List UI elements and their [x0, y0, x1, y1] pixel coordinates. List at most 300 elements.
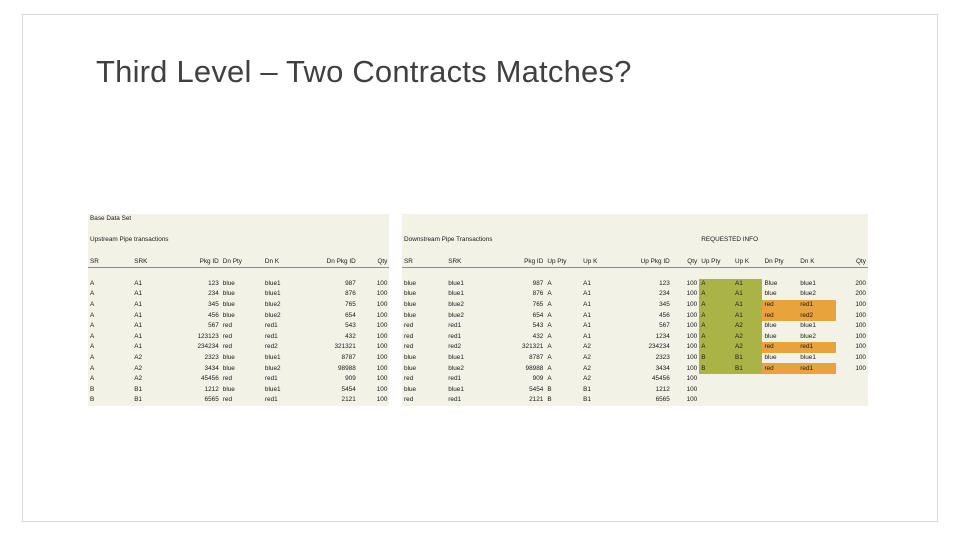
gap-cell [389, 289, 402, 300]
cell-downstream-10-3: B [545, 385, 581, 396]
band-cell [88, 225, 389, 236]
table-row [88, 395, 868, 406]
cell-requested-4-4: 100 [836, 321, 868, 332]
cell-downstream-7-6: 100 [672, 353, 699, 364]
cell-downstream-3-3: A [545, 310, 581, 321]
column-header-downstream-6: Qty [672, 256, 699, 267]
cell-downstream-0-2: 987 [493, 279, 546, 290]
column-header-downstream-3: Up Pty [545, 256, 581, 267]
cell-downstream-5-1: red1 [446, 332, 492, 343]
cell-downstream-2-6: 100 [672, 300, 699, 311]
column-header-requested-4: Qty [836, 256, 868, 267]
gap-cell [389, 300, 402, 311]
column-header-upstream-4: Dn K [263, 256, 301, 267]
band-cell [174, 214, 389, 225]
cell-downstream-10-1: blue1 [446, 385, 492, 396]
page-title: Third Level – Two Contracts Matches? [96, 54, 632, 89]
cell-upstream-2-6: 100 [358, 300, 390, 311]
cell-downstream-10-6: 100 [672, 385, 699, 396]
cell-upstream-10-6: 100 [358, 385, 390, 396]
cell-downstream-6-3: A [545, 342, 581, 353]
cell-upstream-6-1: A1 [132, 342, 174, 353]
cell-downstream-0-3: A [545, 279, 581, 290]
cell-upstream-8-6: 100 [358, 363, 390, 374]
cell-upstream-8-0: A [88, 363, 132, 374]
table-row [88, 332, 868, 343]
cell-downstream-2-0: blue [402, 300, 446, 311]
column-header-requested-1: Up K [733, 256, 763, 267]
cell-upstream-8-4: blue2 [263, 363, 301, 374]
cell-requested-6-4: 100 [836, 342, 868, 353]
cell-upstream-2-1: A1 [132, 300, 174, 311]
cell-upstream-8-3: blue [221, 363, 263, 374]
table-row [88, 300, 868, 311]
cell-downstream-6-0: red [402, 342, 446, 353]
cell-upstream-11-6: 100 [358, 395, 390, 406]
table-row [88, 353, 868, 364]
cell-upstream-10-4: blue1 [263, 385, 301, 396]
cell-downstream-8-5: 3434 [615, 363, 672, 374]
cell-upstream-1-2: 234 [174, 289, 220, 300]
cell-upstream-3-4: blue2 [263, 310, 301, 321]
cell-requested-3-2: red [762, 310, 798, 321]
cell-requested-3-4: 100 [836, 310, 868, 321]
cell-downstream-11-0: red [402, 395, 446, 406]
cell-requested-0-1: A1 [733, 279, 763, 290]
cell-requested-6-2: red [762, 342, 798, 353]
cell-upstream-4-4: red1 [263, 321, 301, 332]
cell-downstream-8-2: 98988 [493, 363, 546, 374]
cell-upstream-2-4: blue2 [263, 300, 301, 311]
cell-downstream-9-6: 100 [672, 374, 699, 385]
cell-upstream-11-4: red1 [263, 395, 301, 406]
cell-downstream-1-6: 100 [672, 289, 699, 300]
cell-downstream-6-1: red2 [446, 342, 492, 353]
cell-requested-4-3: blue1 [798, 321, 836, 332]
table-row-spacer [88, 246, 868, 257]
cell-requested-1-1: A1 [733, 289, 763, 300]
cell-requested-2-0: A [699, 300, 733, 311]
cell-downstream-0-5: 123 [615, 279, 672, 290]
cell-requested-3-0: A [699, 310, 733, 321]
cell-upstream-7-6: 100 [358, 353, 390, 364]
cell-downstream-0-0: blue [402, 279, 446, 290]
table-row [88, 374, 868, 385]
cell-requested-7-3: blue1 [798, 353, 836, 364]
cell-requested-1-4: 200 [836, 289, 868, 300]
cell-requested-2-2: red [762, 300, 798, 311]
cell-downstream-4-6: 100 [672, 321, 699, 332]
cell-requested-5-3: blue2 [798, 332, 836, 343]
cell-downstream-6-4: A2 [581, 342, 615, 353]
cell-downstream-7-1: blue1 [446, 353, 492, 364]
cell-upstream-3-6: 100 [358, 310, 390, 321]
cell-upstream-0-3: blue [221, 279, 263, 290]
band-cell [699, 225, 868, 236]
cell-upstream-11-3: red [221, 395, 263, 406]
cell-downstream-5-4: A1 [581, 332, 615, 343]
cell-upstream-11-1: B1 [132, 395, 174, 406]
band-cell [402, 225, 699, 236]
cell-downstream-2-5: 345 [615, 300, 672, 311]
cell-requested-4-0: A [699, 321, 733, 332]
band-cell [699, 214, 868, 225]
cell-upstream-0-5: 987 [301, 279, 358, 290]
cell-downstream-9-5: 45456 [615, 374, 672, 385]
cell-upstream-4-3: red [221, 321, 263, 332]
cell-upstream-8-1: A2 [132, 363, 174, 374]
cell-downstream-3-1: blue2 [446, 310, 492, 321]
cell-upstream-6-3: red [221, 342, 263, 353]
cell-downstream-1-5: 234 [615, 289, 672, 300]
cell-requested-10-1 [733, 385, 763, 396]
cell-upstream-5-0: A [88, 332, 132, 343]
column-header-downstream-0: SR [402, 256, 446, 267]
table-row-section-titles [88, 235, 868, 246]
data-table-region [88, 214, 868, 406]
cell-requested-0-3: blue1 [798, 279, 836, 290]
cell-upstream-5-1: A1 [132, 332, 174, 343]
cell-requested-7-1: B1 [733, 353, 763, 364]
cell-upstream-2-0: A [88, 300, 132, 311]
cell-upstream-4-6: 100 [358, 321, 390, 332]
cell-upstream-5-5: 432 [301, 332, 358, 343]
cell-upstream-2-3: blue [221, 300, 263, 311]
cell-upstream-0-4: blue1 [263, 279, 301, 290]
cell-requested-1-2: blue [762, 289, 798, 300]
cell-upstream-9-1: A2 [132, 374, 174, 385]
cell-requested-1-0: A [699, 289, 733, 300]
section-label-downstream: Downstream Pipe Transactions [402, 235, 581, 246]
cell-downstream-1-3: A [545, 289, 581, 300]
cell-requested-8-3: red1 [798, 363, 836, 374]
band-cell [263, 235, 389, 246]
band-cell [798, 235, 868, 246]
cell-upstream-9-4: red1 [263, 374, 301, 385]
cell-downstream-7-2: 8787 [493, 353, 546, 364]
cell-downstream-7-3: A [545, 353, 581, 364]
cell-downstream-4-3: A [545, 321, 581, 332]
cell-requested-2-4: 100 [836, 300, 868, 311]
column-header-requested-3: Dn K [798, 256, 836, 267]
cell-upstream-7-3: blue [221, 353, 263, 364]
cell-requested-0-4: 200 [836, 279, 868, 290]
cell-downstream-2-2: 765 [493, 300, 546, 311]
cell-upstream-3-2: 456 [174, 310, 220, 321]
cell-downstream-4-0: red [402, 321, 446, 332]
band-cell [402, 246, 699, 257]
column-header-downstream-2: Pkg ID [493, 256, 546, 267]
gap-cell [389, 246, 402, 257]
cell-upstream-0-1: A1 [132, 279, 174, 290]
data-table [88, 214, 868, 406]
table-header-row [88, 256, 868, 267]
cell-downstream-1-2: 876 [493, 289, 546, 300]
cell-upstream-8-2: 3434 [174, 363, 220, 374]
cell-upstream-3-5: 654 [301, 310, 358, 321]
cell-upstream-10-5: 5454 [301, 385, 358, 396]
cell-requested-5-2: blue [762, 332, 798, 343]
cell-upstream-7-2: 2323 [174, 353, 220, 364]
gap-cell [389, 279, 402, 290]
cell-downstream-3-0: blue [402, 310, 446, 321]
gap-cell [389, 310, 402, 321]
cell-downstream-0-6: 100 [672, 279, 699, 290]
gap-cell [389, 385, 402, 396]
cell-requested-8-4: 100 [836, 363, 868, 374]
column-header-downstream-5: Up Pkg ID [615, 256, 672, 267]
cell-downstream-4-5: 567 [615, 321, 672, 332]
cell-downstream-0-4: A1 [581, 279, 615, 290]
cell-downstream-11-2: 2121 [493, 395, 546, 406]
cell-downstream-10-5: 1212 [615, 385, 672, 396]
cell-requested-9-1 [733, 374, 763, 385]
cell-upstream-9-3: red [221, 374, 263, 385]
cell-downstream-2-1: blue2 [446, 300, 492, 311]
column-header-requested-2: Dn Pty [762, 256, 798, 267]
cell-requested-11-1 [733, 395, 763, 406]
cell-upstream-3-1: A1 [132, 310, 174, 321]
table-row-base-label [88, 214, 868, 225]
cell-requested-10-2 [762, 385, 798, 396]
table-row-spacer [88, 267, 868, 278]
cell-upstream-7-4: blue1 [263, 353, 301, 364]
gap-cell [389, 353, 402, 364]
cell-upstream-8-5: 98988 [301, 363, 358, 374]
cell-requested-9-2 [762, 374, 798, 385]
cell-requested-9-3 [798, 374, 836, 385]
band-cell [581, 235, 699, 246]
cell-upstream-4-5: 543 [301, 321, 358, 332]
cell-requested-3-1: A1 [733, 310, 763, 321]
band-cell [402, 214, 699, 225]
cell-downstream-6-5: 234234 [615, 342, 672, 353]
gap-cell [389, 395, 402, 406]
cell-requested-1-3: blue2 [798, 289, 836, 300]
cell-requested-4-1: A2 [733, 321, 763, 332]
cell-upstream-9-6: 100 [358, 374, 390, 385]
cell-upstream-1-0: A [88, 289, 132, 300]
cell-requested-0-2: Blue [762, 279, 798, 290]
cell-requested-10-0 [699, 385, 733, 396]
cell-upstream-11-5: 2121 [301, 395, 358, 406]
gap-cell [389, 374, 402, 385]
column-header-upstream-0: SR [88, 256, 132, 267]
band-cell [402, 267, 699, 278]
cell-downstream-9-4: A2 [581, 374, 615, 385]
cell-downstream-3-2: 654 [493, 310, 546, 321]
cell-upstream-5-4: red1 [263, 332, 301, 343]
table-row [88, 279, 868, 290]
band-cell [699, 246, 868, 257]
cell-downstream-9-3: A [545, 374, 581, 385]
cell-upstream-3-3: blue [221, 310, 263, 321]
cell-downstream-2-3: A [545, 300, 581, 311]
cell-upstream-6-4: red2 [263, 342, 301, 353]
cell-downstream-1-1: blue1 [446, 289, 492, 300]
cell-requested-7-4: 100 [836, 353, 868, 364]
cell-downstream-11-4: B1 [581, 395, 615, 406]
cell-downstream-1-4: A1 [581, 289, 615, 300]
cell-downstream-8-1: blue2 [446, 363, 492, 374]
column-header-requested-0: Up Pty [699, 256, 733, 267]
cell-requested-10-3 [798, 385, 836, 396]
cell-upstream-6-2: 234234 [174, 342, 220, 353]
cell-downstream-5-2: 432 [493, 332, 546, 343]
gap-cell [389, 256, 402, 267]
cell-requested-5-0: A [699, 332, 733, 343]
cell-downstream-6-6: 100 [672, 342, 699, 353]
cell-downstream-6-2: 321321 [493, 342, 546, 353]
cell-requested-9-0 [699, 374, 733, 385]
cell-upstream-1-3: blue [221, 289, 263, 300]
cell-requested-11-3 [798, 395, 836, 406]
cell-downstream-11-5: 6565 [615, 395, 672, 406]
cell-upstream-3-0: A [88, 310, 132, 321]
band-cell [88, 246, 389, 257]
cell-requested-8-1: B1 [733, 363, 763, 374]
column-header-upstream-3: Dn Pty [221, 256, 263, 267]
gap-cell [389, 342, 402, 353]
cell-upstream-0-0: A [88, 279, 132, 290]
cell-upstream-6-6: 100 [358, 342, 390, 353]
gap-cell [389, 214, 402, 225]
cell-upstream-6-5: 321321 [301, 342, 358, 353]
gap-cell [389, 225, 402, 236]
cell-requested-8-2: red [762, 363, 798, 374]
cell-upstream-10-3: blue [221, 385, 263, 396]
gap-cell [389, 332, 402, 343]
cell-upstream-10-2: 1212 [174, 385, 220, 396]
cell-downstream-3-5: 456 [615, 310, 672, 321]
cell-upstream-10-1: B1 [132, 385, 174, 396]
cell-downstream-11-6: 100 [672, 395, 699, 406]
column-header-upstream-6: Qty [358, 256, 390, 267]
cell-upstream-1-6: 100 [358, 289, 390, 300]
cell-upstream-1-4: blue1 [263, 289, 301, 300]
band-cell [88, 267, 389, 278]
cell-requested-6-1: A2 [733, 342, 763, 353]
cell-downstream-7-5: 2323 [615, 353, 672, 364]
cell-downstream-10-0: blue [402, 385, 446, 396]
gap-cell [389, 321, 402, 332]
cell-downstream-7-0: blue [402, 353, 446, 364]
table-row [88, 289, 868, 300]
cell-upstream-10-0: B [88, 385, 132, 396]
cell-downstream-8-4: A2 [581, 363, 615, 374]
cell-upstream-11-0: B [88, 395, 132, 406]
cell-upstream-1-1: A1 [132, 289, 174, 300]
band-cell [699, 267, 868, 278]
cell-requested-11-0 [699, 395, 733, 406]
cell-requested-8-0: B [699, 363, 733, 374]
cell-requested-11-2 [762, 395, 798, 406]
column-header-upstream-1: SRK [132, 256, 174, 267]
cell-upstream-0-2: 123 [174, 279, 220, 290]
gap-cell [389, 363, 402, 374]
table-row [88, 310, 868, 321]
cell-requested-5-1: A2 [733, 332, 763, 343]
cell-upstream-1-5: 876 [301, 289, 358, 300]
gap-cell [389, 267, 402, 278]
cell-requested-2-3: red1 [798, 300, 836, 311]
cell-requested-5-4: 100 [836, 332, 868, 343]
cell-downstream-7-4: A2 [581, 353, 615, 364]
table-body [88, 279, 868, 406]
cell-requested-7-2: blue [762, 353, 798, 364]
cell-requested-3-3: red2 [798, 310, 836, 321]
cell-downstream-3-4: A1 [581, 310, 615, 321]
cell-upstream-9-5: 909 [301, 374, 358, 385]
section-label-upstream: Upstream Pipe transactions [88, 235, 263, 246]
table-row-spacer [88, 225, 868, 236]
cell-upstream-7-5: 8787 [301, 353, 358, 364]
cell-upstream-7-1: A2 [132, 353, 174, 364]
cell-upstream-6-0: A [88, 342, 132, 353]
cell-upstream-2-2: 345 [174, 300, 220, 311]
cell-upstream-9-0: A [88, 374, 132, 385]
cell-requested-11-4 [836, 395, 868, 406]
cell-upstream-11-2: 6565 [174, 395, 220, 406]
cell-downstream-1-0: blue [402, 289, 446, 300]
cell-downstream-10-4: B1 [581, 385, 615, 396]
cell-upstream-4-0: A [88, 321, 132, 332]
gap-cell [389, 235, 402, 246]
cell-requested-2-1: A1 [733, 300, 763, 311]
cell-upstream-5-6: 100 [358, 332, 390, 343]
cell-downstream-11-3: B [545, 395, 581, 406]
cell-upstream-5-3: red [221, 332, 263, 343]
cell-upstream-9-2: 45456 [174, 374, 220, 385]
cell-requested-7-0: B [699, 353, 733, 364]
cell-downstream-8-3: A [545, 363, 581, 374]
cell-downstream-8-6: 100 [672, 363, 699, 374]
column-header-downstream-1: SRK [446, 256, 492, 267]
cell-downstream-10-2: 5454 [493, 385, 546, 396]
section-label-base: Base Data Set [88, 214, 174, 225]
cell-upstream-0-6: 100 [358, 279, 390, 290]
cell-downstream-5-0: red [402, 332, 446, 343]
cell-downstream-8-0: blue [402, 363, 446, 374]
cell-downstream-9-2: 909 [493, 374, 546, 385]
column-header-upstream-2: Pkg ID [174, 256, 220, 267]
cell-requested-6-0: A [699, 342, 733, 353]
cell-requested-4-2: blue [762, 321, 798, 332]
cell-upstream-7-0: A [88, 353, 132, 364]
table-row [88, 321, 868, 332]
cell-upstream-5-2: 123123 [174, 332, 220, 343]
cell-downstream-9-0: red [402, 374, 446, 385]
cell-requested-0-0: A [699, 279, 733, 290]
cell-downstream-9-1: red1 [446, 374, 492, 385]
cell-requested-9-4 [836, 374, 868, 385]
cell-downstream-0-1: blue1 [446, 279, 492, 290]
cell-upstream-4-2: 567 [174, 321, 220, 332]
cell-downstream-5-5: 1234 [615, 332, 672, 343]
cell-requested-6-3: red1 [798, 342, 836, 353]
cell-downstream-3-6: 100 [672, 310, 699, 321]
cell-requested-10-4 [836, 385, 868, 396]
cell-upstream-4-1: A1 [132, 321, 174, 332]
cell-downstream-5-3: A [545, 332, 581, 343]
column-header-downstream-4: Up K [581, 256, 615, 267]
cell-downstream-4-4: A1 [581, 321, 615, 332]
table-row [88, 342, 868, 353]
table-row [88, 363, 868, 374]
cell-upstream-2-5: 765 [301, 300, 358, 311]
table-row [88, 385, 868, 396]
cell-downstream-5-6: 100 [672, 332, 699, 343]
